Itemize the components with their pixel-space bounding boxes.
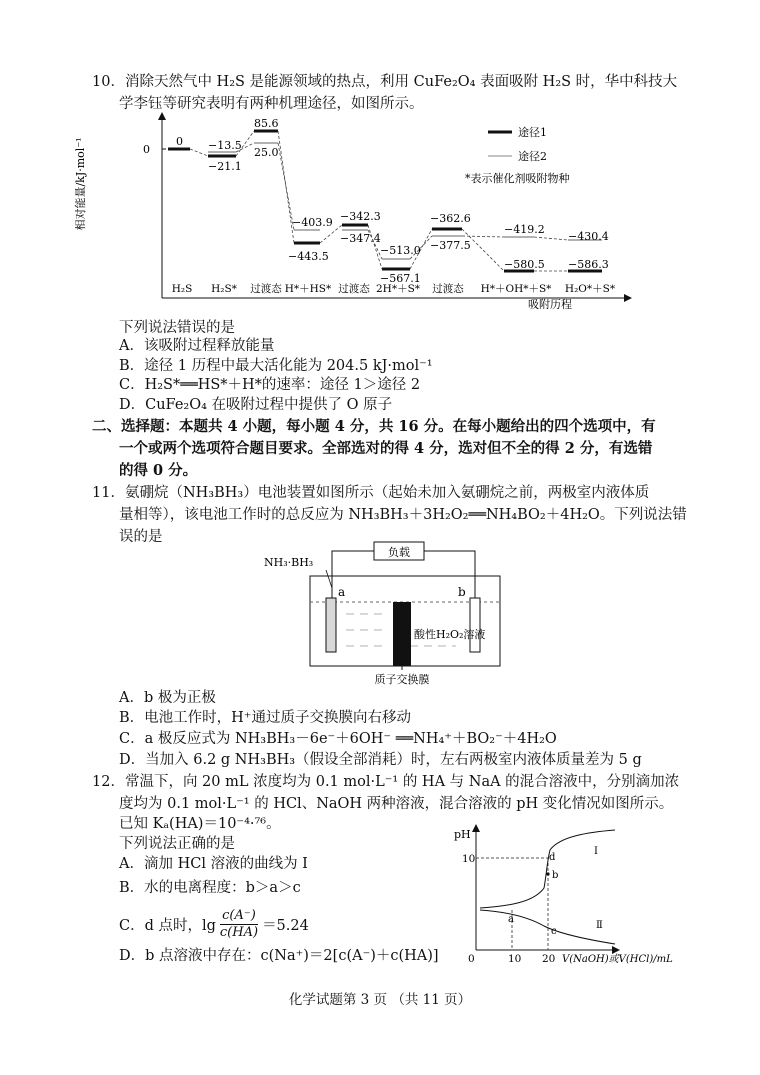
q10-label-p2-2: 25.0 — [254, 146, 279, 159]
q10-label-p1-7: −580.5 — [504, 258, 545, 271]
q12-point-d: d — [549, 852, 556, 863]
q11-membrane-label: 质子交换膜 — [374, 673, 430, 686]
q12-curve-II: Ⅱ — [596, 920, 603, 931]
q12-xlabel: V(NaOH)或V(HCl)/mL — [562, 954, 673, 965]
q11-option-c: C．a 极反应式为 NH₃BH₃－6e⁻＋6OH⁻ ══NH₄⁺＋BO₂⁻＋4H₂O — [119, 731, 557, 747]
q10-option-b: B．途径 1 历程中最大活化能为 204.5 kJ·mol⁻¹ — [119, 358, 433, 374]
q11-stem-line3: 误的是 — [119, 529, 163, 545]
q12-ylabel: pH — [454, 828, 471, 841]
q10-label-p2-3: −403.9 — [292, 216, 333, 229]
section2-line1: 二、选择题：本题共 4 小题，每小题 4 分，共 16 分。在每小题给出的四个选项中，有 — [92, 418, 656, 435]
q10-energy-diagram — [74, 112, 640, 312]
q11-electrode-a: a — [338, 585, 346, 599]
q12-xtick-20: 20 — [542, 953, 556, 965]
q10-label-p2-4: −347.4 — [340, 232, 381, 245]
q11-reagent-label: NH₃·BH₃ — [264, 556, 314, 569]
q10-xlabel: 吸附历程 — [528, 298, 572, 311]
q10-legend-note: *表示催化剂吸附物种 — [465, 172, 570, 185]
q10-state-4: 过渡态 — [338, 283, 370, 295]
q12-stem-line3: 已知 Kₐ(HA)＝10⁻⁴·⁷⁶。 — [119, 816, 281, 832]
q10-label-p1-2: 85.6 — [254, 117, 279, 130]
q12-option-c-numerator: c(A⁻) — [222, 907, 256, 923]
q10-state-8: H₂O*＋S* — [564, 283, 616, 295]
q12-point-b: b — [552, 870, 559, 881]
q11-option-d: D．当加入 6.2 g NH₃BH₃（假设全部消耗）时，左右两极室内液体质量差为 5 g — [119, 752, 642, 768]
q10-state-3: H*＋HS* — [284, 283, 332, 295]
q12-ph-chart — [450, 822, 675, 967]
q10-label-p1-3: −443.5 — [288, 250, 329, 263]
q10-option-a: A．该吸附过程释放能量 — [119, 338, 275, 354]
q10-legend-path2: 途径2 — [518, 150, 547, 163]
section2-line3: 的得 0 分。 — [119, 462, 198, 479]
q10-ylabel: 相对能量/kJ·mol⁻¹ — [74, 137, 87, 231]
q10-option-d: D．CuFe₂O₄ 在吸附过程中提供了 O 原子 — [119, 397, 393, 413]
q12-option-c-value: ＝5.24 — [262, 917, 309, 934]
q12-option-c — [119, 902, 309, 946]
q10-state-0: H₂S — [171, 283, 193, 295]
q10-state-2: 过渡态 — [250, 283, 282, 295]
q11-stem-line1: 11．氨硼烷（NH₃BH₃）电池装置如图所示（起始未加入氨硼烷之前，两极室内液体质 — [92, 485, 650, 501]
q10-label-p2-6: −377.5 — [430, 239, 471, 252]
q11-electrode-b: b — [458, 585, 466, 599]
q10-stem-line1: 10．消除天然气中 H₂S 是能源领域的热点，利用 CuFe₂O₄ 表面吸附 H₂S 时，华中科技大 — [92, 74, 678, 90]
q10-label-p1-0: 0 — [176, 135, 183, 148]
q12-origin: 0 — [468, 953, 475, 965]
q11-option-b: B．电池工作时，H⁺通过质子交换膜向右移动 — [119, 710, 411, 726]
q10-ytick-0: 0 — [143, 143, 150, 156]
q12-ytick-10: 10 — [462, 853, 476, 865]
q10-label-p2-7: −419.2 — [504, 223, 545, 236]
q10-label-p2-8: −430.4 — [568, 230, 609, 243]
q12-stem-line2: 度均为 0.1 mol·L⁻¹ 的 HCl、NaOH 两种溶液，混合溶液的 pH 变化情况如图所示。 — [119, 796, 674, 812]
q10-option-c: C．H₂S*══HS*＋H*的速率：途径 1＞途径 2 — [119, 377, 421, 393]
q10-label-p1-4: −342.3 — [340, 210, 381, 223]
q10-label-p1-1: −21.1 — [208, 160, 242, 173]
q12-option-c-denominator: c(HA) — [219, 924, 259, 940]
q10-state-7: H*＋OH*＋S* — [480, 283, 552, 295]
q11-load-label: 负载 — [388, 546, 410, 559]
q10-label-p2-1: −13.5 — [208, 139, 242, 152]
q12-curve-I: Ⅰ — [594, 846, 598, 857]
q12-option-d: D．b 点溶液中存在：c(Na⁺)＝2[c(A⁻)＋c(HA)] — [119, 948, 439, 964]
q12-point-a: a — [508, 914, 514, 925]
section2-line2: 一个或两个选项符合题目要求。全部选对的得 4 分，选对但不全的得 2 分，有选错 — [119, 440, 653, 457]
q11-solution-label: 酸性H₂O₂溶液 — [414, 628, 486, 641]
q11-cell-diagram — [260, 540, 520, 688]
q12-xtick-10: 10 — [508, 953, 522, 965]
q12-prompt: 下列说法正确的是 — [119, 836, 235, 852]
q12-option-a: A．滴加 HCl 溶液的曲线为 Ⅰ — [119, 856, 308, 872]
q12-stem-line1: 12．常温下，向 20 mL 浓度均为 0.1 mol·L⁻¹ 的 HA 与 NaA 的混合溶液中，分别滴加浓 — [92, 774, 680, 790]
q10-label-p1-5: −567.1 — [380, 272, 421, 285]
q10-legend-path1: 途径1 — [518, 126, 547, 139]
q11-option-a: A．b 极为正极 — [119, 690, 216, 706]
q12-option-c-prefix: C．d 点时，lg — [119, 917, 216, 934]
q10-prompt: 下列说法错误的是 — [119, 320, 235, 336]
q10-label-p1-6: −362.6 — [430, 212, 471, 225]
q10-state-5: 2H*＋S* — [375, 283, 421, 295]
q10-stem-line2: 学李钰等研究表明有两种机理途径，如图所示。 — [119, 96, 424, 112]
q10-label-p1-8: −586.3 — [568, 258, 609, 271]
q10-state-6: 过渡态 — [432, 283, 464, 295]
q10-state-1: H₂S* — [211, 283, 237, 295]
q12-point-c: c — [551, 926, 557, 937]
page-footer: 化学试题第 3 页 （共 11 页） — [288, 992, 472, 1008]
q10-label-p2-5: −513.0 — [380, 244, 421, 257]
q11-stem-line2: 量相等），该电池工作时的总反应为 NH₃BH₃＋3H₂O₂══NH₄BO₂＋4H₂O。下列说法错 — [119, 507, 687, 523]
q12-option-b: B．水的电离程度：b＞a＞c — [119, 880, 301, 896]
